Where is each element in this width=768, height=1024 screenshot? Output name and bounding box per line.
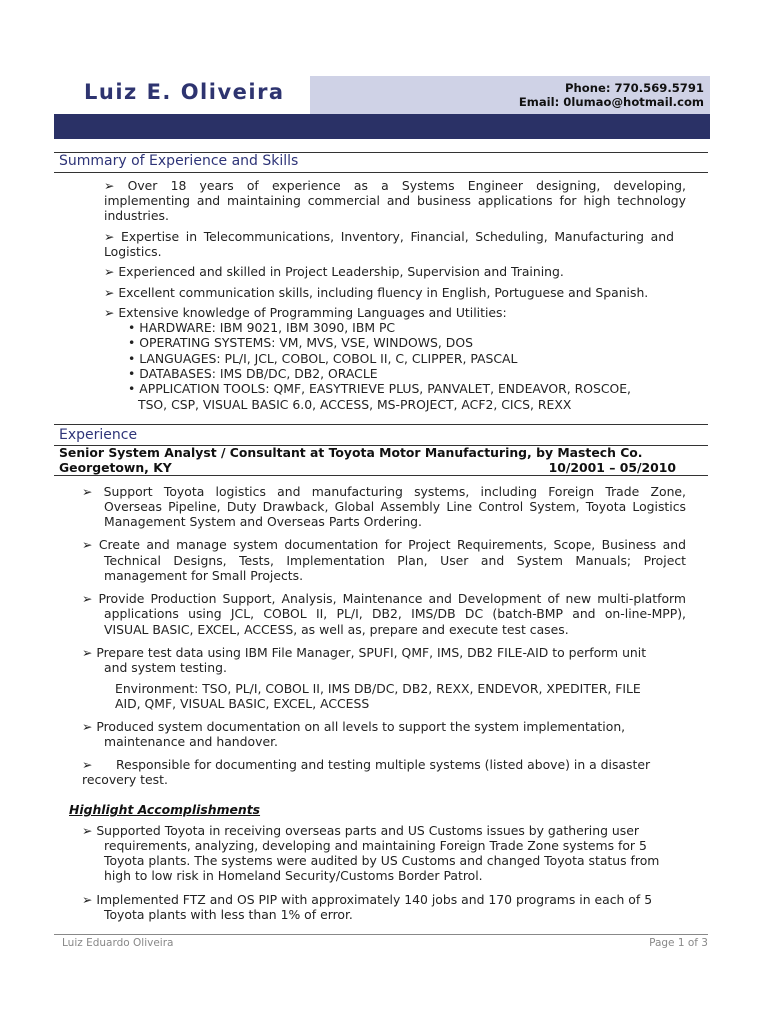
phone: Phone: 770.569.5791 <box>565 81 704 95</box>
candidate-name: Luiz E. Oliveira <box>84 80 285 104</box>
experience-line: management for Small Projects. <box>104 568 304 583</box>
job-title: Senior System Analyst / Consultant at Toyota Motor Manufacturing, by Mastech Co. <box>59 445 643 460</box>
experience-line: and system testing. <box>104 660 227 675</box>
summary-line: Logistics. <box>104 244 162 259</box>
summary-line: ➢ Over 18 years of experience as a Systems Engineer designing, developing, <box>104 178 686 193</box>
summary-line: ➢ Excellent communication skills, including fluency in English, Portuguese and Spanish. <box>104 285 649 300</box>
footer-rule <box>54 934 708 935</box>
experience-line: ➢ Create and manage system documentation for Project Requirements, Scope, Business and <box>82 537 686 552</box>
experience-line: maintenance and handover. <box>104 734 278 749</box>
experience-line: Management System and Overseas Parts Ordering. <box>104 514 422 529</box>
highlight-line: Toyota plants. The systems were audited by US Customs and changed Toyota status from <box>104 853 660 868</box>
experience-line: recovery test. <box>82 772 168 787</box>
skill-item: TSO, CSP, VISUAL BASIC 6.0, ACCESS, MS-PROJECT, ACF2, CICS, REXX <box>138 397 572 412</box>
summary-line: industries. <box>104 208 169 223</box>
footer-page-number: Page 1 of 3 <box>649 937 708 949</box>
experience-line: ➢ Provide Production Support, Analysis, Maintenance and Development of new multi-platform <box>82 591 686 606</box>
highlight-line: ➢ Supported Toyota in receiving overseas parts and US Customs issues by gathering user <box>82 823 639 838</box>
footer-author: Luiz Eduardo Oliveira <box>62 937 174 949</box>
experience-line: ➢ Support Toyota logistics and manufacturing systems, including Foreign Trade Zone, <box>82 484 686 499</box>
highlights-title: Highlight Accomplishments <box>69 802 261 817</box>
email: Email: 0lumao@hotmail.com <box>518 95 704 109</box>
summary-line: implementing and maintaining commercial and business applications for high technology <box>104 193 686 208</box>
experience-line: Overseas Pipeline, Duty Drawback, Global Assembly Line Control System, Toyota Logistics <box>104 499 686 514</box>
job-dates: 10/2001 – 05/2010 <box>548 460 676 475</box>
highlight-line: requirements, analyzing, developing and maintaining Foreign Trade Zone systems for 5 <box>104 838 647 853</box>
job-location: Georgetown, KY <box>59 460 172 475</box>
job-rule <box>54 475 708 476</box>
contact-info <box>519 81 704 109</box>
experience-line: VISUAL BASIC, EXCEL, ACCESS, as well as, prepare and execute test cases. <box>104 622 569 637</box>
highlight-line: high to low risk in Homeland Security/Customs Border Patrol. <box>104 868 483 883</box>
environment-line: AID, QMF, VISUAL BASIC, EXCEL, ACCESS <box>115 696 370 711</box>
skill-item: • OPERATING SYSTEMS: VM, MVS, VSE, WINDOWS, DOS <box>128 335 473 350</box>
summary-line: ➢ Extensive knowledge of Programming Languages and Utilities: <box>104 305 507 320</box>
experience-title: Experience <box>59 427 138 443</box>
skill-item: • DATABASES: IMS DB/DC, DB2, ORACLE <box>128 366 378 381</box>
skill-item: • APPLICATION TOOLS: QMF, EASYTRIEVE PLUS, PANVALET, ENDEAVOR, ROSCOE, <box>128 381 631 396</box>
experience-line: ➢ Responsible for documenting and testing multiple systems (listed above) in a disaster <box>82 757 651 772</box>
experience-line: applications using JCL, COBOL II, PL/I, DB2, IMS/DB DC (batch-BMP and on-line-MPP), <box>104 606 686 621</box>
skill-item: • HARDWARE: IBM 9021, IBM 3090, IBM PC <box>128 320 396 335</box>
experience-line: ➢ Produced system documentation on all levels to support the system implementation, <box>82 719 626 734</box>
header-bar <box>54 114 710 139</box>
summary-line: ➢ Expertise in Telecommunications, Inventory, Financial, Scheduling, Manufacturing and <box>104 229 674 244</box>
section-rule-bottom <box>54 172 708 173</box>
highlight-line: ➢ Implemented FTZ and OS PIP with approximately 140 jobs and 170 programs in each of 5 <box>82 892 653 907</box>
summary-title: Summary of Experience and Skills <box>59 153 299 169</box>
environment-line: Environment: TSO, PL/I, COBOL II, IMS DB/DC, DB2, REXX, ENDEVOR, XPEDITER, FILE <box>115 681 641 696</box>
skill-item: • LANGUAGES: PL/I, JCL, COBOL, COBOL II, C, CLIPPER, PASCAL <box>128 351 518 366</box>
experience-line: Technical Designs, Tests, Implementation Plan, User and System Manuals; Project <box>104 553 686 568</box>
section-rule-top <box>54 424 708 425</box>
highlight-line: Toyota plants with less than 1% of error. <box>104 907 353 922</box>
summary-line: ➢ Experienced and skilled in Project Leadership, Supervision and Training. <box>104 264 564 279</box>
experience-line: ➢ Prepare test data using IBM File Manager, SPUFI, QMF, IMS, DB2 FILE-AID to perform unit <box>82 645 647 660</box>
